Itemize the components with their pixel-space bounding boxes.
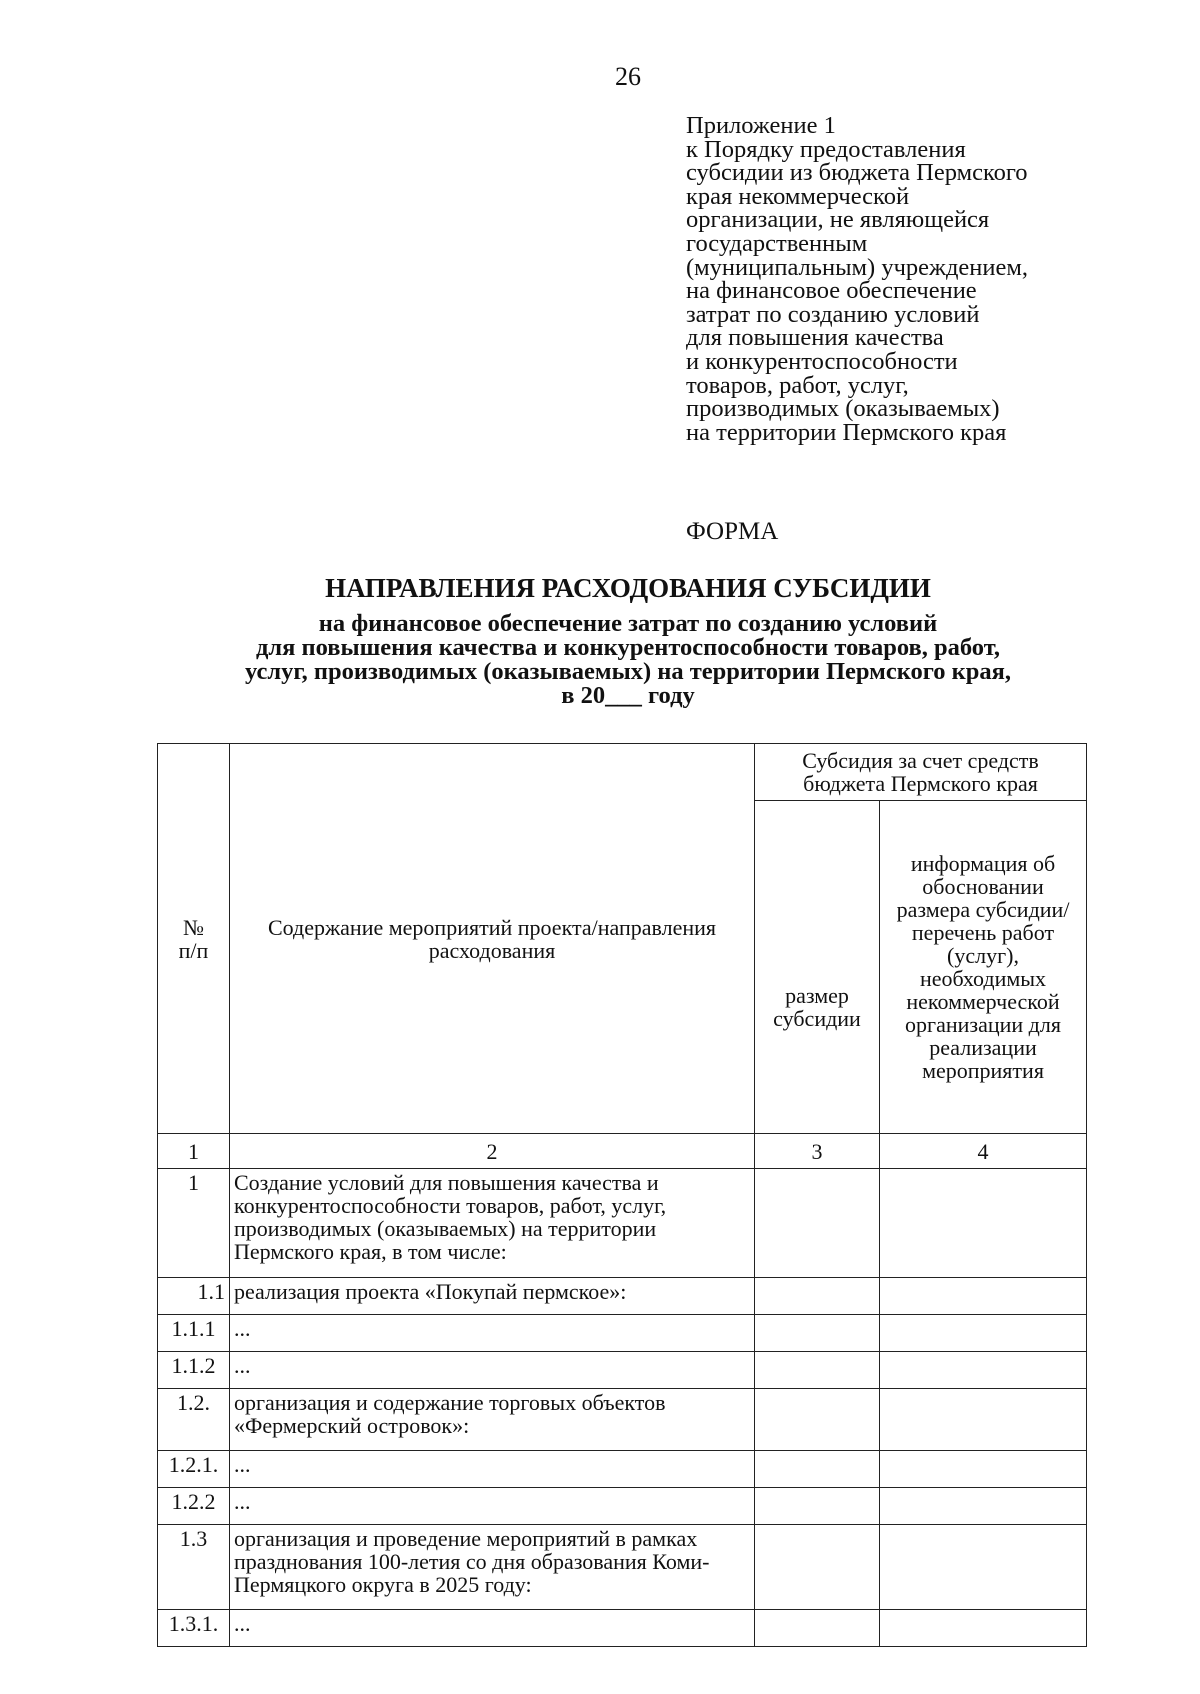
row-info-cell[interactable] [880,1488,1087,1525]
document-subtitle [0,612,1200,708]
table-row [158,1169,1087,1278]
appendix-line: к Порядку предоставления [686,135,966,163]
appendix-line: организации, не являющейся [686,206,990,234]
table-row [158,1610,1087,1647]
table-row [158,1488,1087,1525]
table-row [158,1525,1087,1610]
header-subsidy-group: Субсидия за счет средств бюджета Пермского края [755,744,1087,801]
document-title: НАПРАВЛЕНИЯ РАСХОДОВАНИЯ СУБСИДИИ [325,573,931,603]
page-number: 26 [615,62,641,91]
row-info-cell[interactable] [880,1610,1087,1647]
row-num: 1.3.1. [158,1610,230,1647]
row-size-cell[interactable] [755,1488,880,1525]
row-num: 1.2.1. [158,1451,230,1488]
row-size-cell[interactable] [755,1389,880,1451]
appendix-line: производимых (оказываемых) [686,395,1000,423]
header-subsidy-info: информация об обосновании размера субсидии/ перечень работ (услуг), необходимых некоммерческой организации для реализации мероприятия [880,801,1087,1134]
row-size-cell[interactable] [755,1169,880,1278]
row-size-cell[interactable] [755,1525,880,1610]
appendix-line: и конкурентоспособности [686,347,958,375]
row-num: 1.3 [158,1525,230,1610]
column-number: 2 [230,1134,755,1169]
table-row [158,1278,1087,1315]
row-size-cell[interactable] [755,1278,880,1315]
column-number: 3 [755,1134,880,1169]
row-num: 1.2.2 [158,1488,230,1525]
table-header-row [158,744,1087,801]
appendix-line: субсидии из бюджета Пермского [686,159,1028,187]
expenditure-table [157,743,1087,1647]
table-row [158,1451,1087,1488]
header-num: № п/п [158,744,230,1134]
table-row [158,1352,1087,1389]
row-text: организация и проведение мероприятий в рамках празднования 100-летия со дня образования Коми-Пермяцкого округа в 2025 году: [230,1525,755,1610]
row-num: 1.2. [158,1389,230,1451]
row-size-cell[interactable] [755,1352,880,1389]
header-content: Содержание мероприятий проекта/направления расходования [230,744,755,1134]
row-num: 1 [158,1169,230,1278]
row-info-cell[interactable] [880,1451,1087,1488]
row-size-cell[interactable] [755,1610,880,1647]
appendix-line: (муниципальным) учреждением, [686,253,1029,281]
appendix-line: государственным [686,229,868,257]
row-text: ... [230,1352,755,1389]
row-num: 1.1.2 [158,1352,230,1389]
appendix-line: края некоммерческой [686,182,910,210]
table-row [158,1389,1087,1451]
row-info-cell[interactable] [880,1278,1087,1315]
table-row [158,1315,1087,1352]
appendix-block [686,114,1156,444]
row-size-cell[interactable] [755,1451,880,1488]
subtitle-line: услуг, производимых (оказываемых) на территории Пермского края, [244,658,1012,685]
header-subsidy-size: размер субсидии [755,801,880,1134]
row-info-cell[interactable] [880,1352,1087,1389]
row-size-cell[interactable] [755,1315,880,1352]
row-text: ... [230,1488,755,1525]
appendix-line: Приложение 1 [686,112,836,139]
appendix-line: на территории Пермского края [686,418,1007,446]
appendix-line: товаров, работ, услуг, [686,371,909,399]
row-text: Создание условий для повышения качества и конкурентоспособности товаров, работ, услуг, производимых (оказываемых) на территории Пермского края, в том числе: [230,1169,755,1278]
subtitle-line: в 20___ году [561,682,695,709]
appendix-line: на финансовое обеспечение [686,277,977,305]
row-text: организация и содержание торговых объектов «Фермерский островок»: [230,1389,755,1451]
appendix-line: для повышения качества [686,324,944,352]
row-info-cell[interactable] [880,1315,1087,1352]
subtitle-line: для повышения качества и конкурентоспособности товаров, работ, [255,634,1001,661]
appendix-line: затрат по созданию условий [686,300,980,328]
row-text: ... [230,1610,755,1647]
form-label: ФОРМА [686,518,779,545]
row-num: 1.1 [158,1278,230,1315]
row-info-cell[interactable] [880,1389,1087,1451]
subtitle-line: на финансовое обеспечение затрат по созданию условий [318,610,938,637]
row-text: ... [230,1451,755,1488]
row-info-cell[interactable] [880,1525,1087,1610]
column-number: 1 [158,1134,230,1169]
column-number-row [158,1134,1087,1169]
row-info-cell[interactable] [880,1169,1087,1278]
row-text: реализация проекта «Покупай пермское»: [230,1278,755,1315]
row-num: 1.1.1 [158,1315,230,1352]
column-number: 4 [880,1134,1087,1169]
row-text: ... [230,1315,755,1352]
